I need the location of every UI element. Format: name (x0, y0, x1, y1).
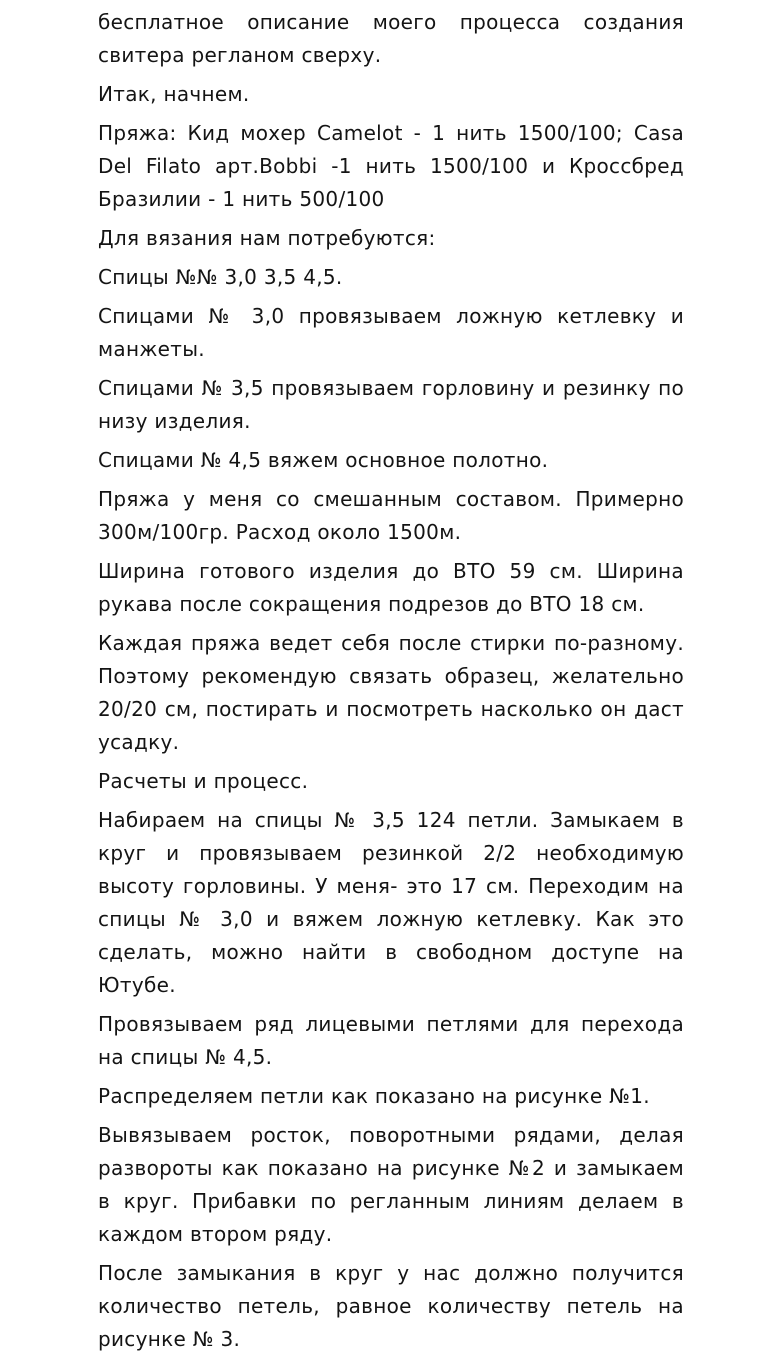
text-line: Ширина готового изделия до ВТО 59 см. Ширина (98, 559, 684, 583)
text-line: усадку. (98, 730, 180, 754)
paragraph-distribute (98, 1080, 684, 1113)
text-line: бесплатное описание моего процесса создания (98, 10, 684, 34)
paragraph-start (98, 78, 684, 111)
text-line: на спицы № 4,5. (98, 1045, 273, 1069)
text-line: Распределяем петли как показано на рисунке №1. (98, 1084, 650, 1108)
text-line: высоту горловины. У меня- это 17 см. Переходим на (98, 874, 684, 898)
text-line: каждом втором ряду. (98, 1222, 333, 1246)
text-line: Спицами № 3,5 провязываем горловину и резинку по (98, 376, 684, 400)
text-line: круг и провязываем резинкой 2/2 необходимую (98, 841, 684, 865)
text-line: Вывязываем росток, поворотными рядами, делая (98, 1123, 684, 1147)
paragraph-cast-on (98, 804, 684, 1002)
text-line: 20/20 см, постирать и посмотреть насколько он даст (98, 697, 684, 721)
paragraph-calc (98, 765, 684, 798)
text-line: Спицами № 3,0 провязываем ложную кетлевку и (98, 304, 684, 328)
text-line: в круг. Прибавки по регланным линиям делаем в (98, 1189, 684, 1213)
text-line: низу изделия. (98, 409, 251, 433)
text-line: Del Filato арт.Bobbi -1 нить 1500/100 и Кроссбред (98, 154, 684, 178)
text-line: Набираем на спицы № 3,5 124 петли. Замыкаем в (98, 808, 684, 832)
text-line: Спицы №№ 3,0 3,5 4,5. (98, 265, 343, 289)
text-line: Итак, начнем. (98, 82, 250, 106)
text-line: Пряжа: Кид мохер Camelot - 1 нить 1500/100; Casa (98, 121, 684, 145)
text-line: развороты как показано на рисунке №2 и замыкаем (98, 1156, 684, 1180)
text-line: Спицами № 4,5 вяжем основное полотно. (98, 448, 549, 472)
text-line: Каждая пряжа ведет себя после стирки по-разному. (98, 631, 684, 655)
text-line: После замыкания в круг у нас должно получится (98, 1261, 684, 1285)
text-line: манжеты. (98, 337, 205, 361)
paragraph-needles-45 (98, 444, 684, 477)
paragraph-composition (98, 483, 684, 549)
text-line: Расчеты и процесс. (98, 769, 309, 793)
paragraph-washing (98, 627, 684, 759)
text-line: 300м/100гр. Расход около 1500м. (98, 520, 462, 544)
paragraph-needles-30 (98, 300, 684, 366)
text-line: количество петель, равное количеству петель на (98, 1294, 684, 1318)
text-line: свитера регланом сверху. (98, 43, 382, 67)
text-line: рисунке № 3. (98, 1327, 241, 1351)
paragraph-knit-row (98, 1008, 684, 1074)
paragraph-after-join (98, 1257, 684, 1356)
paragraph-needles (98, 261, 684, 294)
paragraph-needed (98, 222, 684, 255)
text-line: Поэтому рекомендую связать образец, желательно (98, 664, 684, 688)
text-line: Провязываем ряд лицевыми петлями для перехода (98, 1012, 684, 1036)
paragraph-intro (98, 6, 684, 72)
paragraph-needles-35 (98, 372, 684, 438)
text-line: спицы № 3,0 и вяжем ложную кетлевку. Как это (98, 907, 684, 931)
paragraph-yarn (98, 117, 684, 216)
text-line: Пряжа у меня со смешанным составом. Примерно (98, 487, 684, 511)
text-line: Бразилии - 1 нить 500/100 (98, 187, 385, 211)
text-line: Ютубе. (98, 973, 176, 997)
text-line: Для вязания нам потребуются: (98, 226, 436, 250)
paragraph-width (98, 555, 684, 621)
text-line: сделать, можно найти в свободном доступе на (98, 940, 684, 964)
paragraph-short-rows (98, 1119, 684, 1251)
text-line: рукава после сокращения подрезов до ВТО 18 см. (98, 592, 645, 616)
